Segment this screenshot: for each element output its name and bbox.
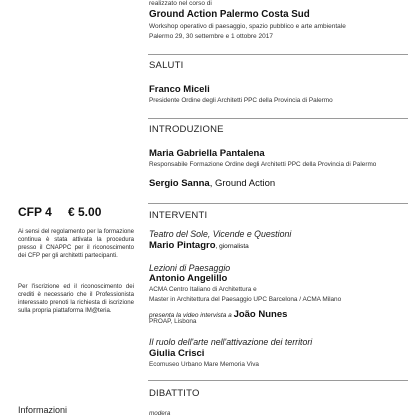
divider-saluti bbox=[148, 54, 408, 55]
divider-introduzione bbox=[148, 118, 408, 119]
saluti-speaker-role: Presidente Ordine degli Architetti PPC della Provincia di Palermo bbox=[149, 97, 333, 104]
introduzione-speaker2 bbox=[149, 178, 275, 189]
section-heading-introduzione: INTRODUZIONE bbox=[149, 124, 224, 135]
introduzione-speaker1-name: Maria Gabriella Pantalena bbox=[149, 148, 265, 159]
talk2-affiliation-1: ACMA Centro Italiano di Architettura e bbox=[149, 286, 257, 293]
introduzione-speaker1-role: Responsabile Formazione Ordine degli Architetti PPC della Provincia di Palermo bbox=[149, 161, 377, 168]
divider-dibattito bbox=[148, 380, 408, 381]
event-dates: Palermo 29, 30 settembre e 1 ottobre 2017 bbox=[149, 33, 273, 40]
talk2-speaker-name: Antonio Angelillo bbox=[149, 273, 228, 284]
talk1-speaker-affiliation: , giornalista bbox=[215, 243, 249, 250]
section-heading-saluti: SALUTI bbox=[149, 60, 184, 71]
credits-paragraph-1: Ai sensi del regolamento per la formazione continua è stata attivata la procedura presso il CNAPPC per il riconoscimento dei CFP per gli architetti partecipanti. bbox=[18, 228, 134, 259]
talk1-speaker-name: Mario Pintagro bbox=[149, 240, 216, 251]
talk1-speaker-line bbox=[149, 240, 249, 251]
section-heading-interventi: INTERVENTI bbox=[149, 210, 208, 221]
introduzione-speaker2-name: Sergio Sanna bbox=[149, 178, 210, 189]
talk2-affiliation-2: Master in Architettura del Paesaggio UPC Barcelona / ACMA Milano bbox=[149, 296, 342, 303]
section-heading-dibattito: DIBATTITO bbox=[149, 388, 200, 399]
talk1-title: Teatro del Sole, Vicende e Questioni bbox=[149, 229, 292, 239]
saluti-speaker-name: Franco Miceli bbox=[149, 84, 210, 95]
talk3-speaker-name: Giulia Crisci bbox=[149, 348, 205, 359]
workshop-description: Workshop operativo di paesaggio, spazio pubblico e arte ambientale bbox=[149, 23, 346, 30]
talk2-video-affiliation: PROAP, Lisbona bbox=[149, 318, 197, 325]
event-title: Ground Action Palermo Costa Sud bbox=[149, 9, 310, 20]
divider-interventi bbox=[148, 203, 408, 204]
info-heading: Informazioni bbox=[18, 405, 68, 415]
talk2-title: Lezioni di Paesaggio bbox=[149, 263, 231, 273]
talk3-affiliation: Ecomuseo Urbano Mare Memoria Viva bbox=[149, 361, 259, 368]
talk2-video-prefix: presenta la video intervista a bbox=[149, 312, 234, 319]
header-intro-line: realizzato nel corso di bbox=[149, 0, 212, 7]
cfp-price: € 5.00 bbox=[68, 205, 102, 219]
credits-paragraph-2: Per l'iscrizione ed il riconoscimento dei crediti è necessario che il Professionista interessato prenoti la richiesta di iscrizione sulla propria piattaforma IM@teria. bbox=[18, 283, 134, 314]
talk3-title: Il ruolo dell'arte nell'attivazione dei territori bbox=[149, 337, 313, 347]
cfp-label: CFP 4 bbox=[18, 205, 52, 219]
talk2-video-name: João Nunes bbox=[233, 309, 288, 320]
dibattito-modera: modera bbox=[149, 410, 171, 417]
introduzione-speaker2-affiliation: , Ground Action bbox=[209, 178, 276, 189]
